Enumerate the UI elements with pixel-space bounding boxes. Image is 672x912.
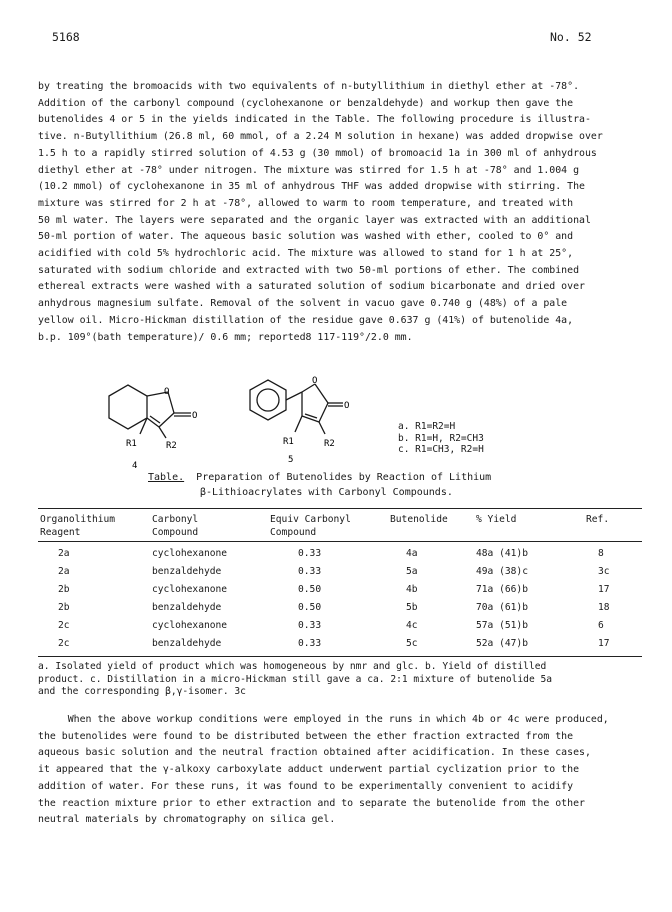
ring-oxygen-label: O <box>312 376 318 386</box>
footnote-line: and the corresponding β,γ-isomer. 3c <box>38 686 246 697</box>
text-line: neutral materials by chromatography on silica gel. <box>38 814 336 826</box>
journal-issue: No. 52 <box>550 30 592 44</box>
ring-oxygen-label: O <box>164 387 170 397</box>
text-line: by treating the bromoacids with two equivalents of n-butyllithium in diethyl ether at -78°. <box>38 81 580 92</box>
r1-label: R1 <box>283 437 294 447</box>
text-line: tive. n-Butyllithium (26.8 ml, 60 mmol, of a 2.24 M solution in hexane) was added dropwise over <box>38 131 603 143</box>
compound-5-label: 5 <box>288 455 294 465</box>
discussion-paragraph <box>38 712 642 829</box>
text-line: (10.2 mmol) of cyclohexanone in 35 ml of anhydrous THF was added dropwise with stirring. The <box>38 181 585 193</box>
table-row: 2c benzaldehyde 0.33 5c 52a (47)b 17 <box>58 638 610 649</box>
substituent-legend <box>398 421 484 456</box>
compound-4-label: 4 <box>132 461 138 471</box>
col-header-organolithium: Organolithium Reagent <box>40 514 116 538</box>
table-row: 2b cyclohexanone 0.50 4b 71a (66)b 17 <box>58 584 610 595</box>
table-caption <box>148 470 491 500</box>
text-line: Addition of the carbonyl compound (cyclohexanone or benzaldehyde) and workup then gave the <box>38 97 574 109</box>
text-line: the reaction mixture prior to ether extraction and to separate the butenolide from the other <box>38 797 585 809</box>
col-header-equiv: Equiv Carbonyl Compound <box>270 514 351 538</box>
text-line: acidified with cold 5% hydrochloric acid. The mixture was allowed to stand for 1 h at 25°, <box>38 248 574 260</box>
text-line: it appeared that the γ-alkoxy carboxylate adduct underwent partial cyclization prior to the <box>38 764 580 776</box>
butenolide-structures <box>90 376 610 476</box>
page-number: 5168 <box>52 30 80 44</box>
text-line: 50-ml portion of water. The aqueous basic solution was washed with ether, cooled to 0° and <box>38 231 574 243</box>
table-caption-line1: Preparation of Butenolides by Reaction of Lithium <box>196 472 492 483</box>
variant-a: a. R1=R2=H <box>398 421 456 432</box>
col-header-yield: % Yield <box>476 514 517 525</box>
carbonyl-oxygen-label: O <box>192 411 198 421</box>
text-line: anhydrous magnesium sulfate. Removal of the solvent in vacuo gave 0.740 g (48%) of a pale <box>38 298 568 310</box>
structure-5-bonds <box>250 380 343 434</box>
table-top-rule <box>38 508 642 509</box>
table-footnotes <box>38 661 642 699</box>
text-line: diethyl ether at -78° under nitrogen. The mixture was stirred for 1.5 h at -78° and 1.004 g <box>38 164 580 176</box>
text-line: the butenolides were found to be distributed between the ether fraction extracted from the <box>38 730 574 742</box>
r2-label: R2 <box>324 439 335 449</box>
footnote-line: product. c. Distillation in a micro-Hickman still gave a ca. 2:1 mixture of butenolide 5a <box>38 673 553 685</box>
table-row: 2b benzaldehyde 0.50 5b 70a (61)b 18 <box>58 602 610 613</box>
text-line: butenolides 4 or 5 in the yields indicated in the Table. The following procedure is illustra- <box>38 114 591 126</box>
carbonyl-oxygen-label: O <box>344 401 350 411</box>
r2-label: R2 <box>166 441 177 451</box>
col-header-ref: Ref. <box>586 514 610 525</box>
text-line: When the above workup conditions were employed in the runs in which 4b or 4c were produced, <box>38 714 609 725</box>
r1-label: R1 <box>126 439 137 449</box>
table-row: 2a cyclohexanone 0.33 4a 48a (41)b 8 <box>58 548 604 559</box>
table-row: 2c cyclohexanone 0.33 4c 57a (51)b 6 <box>58 620 604 631</box>
footnote-line: a. Isolated yield of product which was homogeneous by nmr and glc. b. Yield of distilled <box>38 661 547 672</box>
table-header-rule <box>38 541 642 542</box>
text-line: saturated with sodium chloride and extracted with two 50-ml portions of ether. The combined <box>38 264 580 276</box>
text-line: addition of water. For these runs, it was found to be experimentally convenient to acidify <box>38 780 574 792</box>
procedure-paragraph <box>38 79 642 346</box>
text-line: mixture was stirred for 2 h at -78°, allowed to warm to room temperature, and treated with <box>38 197 574 209</box>
text-line: 50 ml water. The layers were separated and the organic layer was extracted with an additional <box>38 214 591 226</box>
table-row: 2a benzaldehyde 0.33 5a 49a (38)c 3c <box>58 566 610 577</box>
text-line: yellow oil. Micro-Hickman distillation of the residue gave 0.637 g (41%) of butenolide 4a, <box>38 314 574 326</box>
col-header-carbonyl: Carbonyl Compound <box>152 514 199 538</box>
col-header-butenolide: Butenolide <box>390 514 448 525</box>
text-line: 1.5 h to a rapidly stirred solution of 4.53 g (30 mmol) of bromoacid 1a in 300 ml of anhydrous <box>38 147 597 159</box>
variant-c: c. R1=CH3, R2=H <box>398 444 484 455</box>
text-line: ethereal extracts were washed with a saturated solution of sodium bicarbonate and dried over <box>38 281 585 293</box>
table-caption-line2: β-Lithioacrylates with Carbonyl Compounds. <box>200 487 453 498</box>
text-line: aqueous basic solution and the neutral fraction obtained after acidification. In these cases, <box>38 747 591 759</box>
table-bottom-rule <box>38 656 642 657</box>
structure-4-bonds <box>109 385 191 438</box>
variant-b: b. R1=H, R2=CH3 <box>398 432 484 444</box>
text-line: b.p. 109°(bath temperature)/ 0.6 mm; reported8 117-119°/2.0 mm. <box>38 331 413 343</box>
table-caption-label: Table. <box>148 472 185 483</box>
